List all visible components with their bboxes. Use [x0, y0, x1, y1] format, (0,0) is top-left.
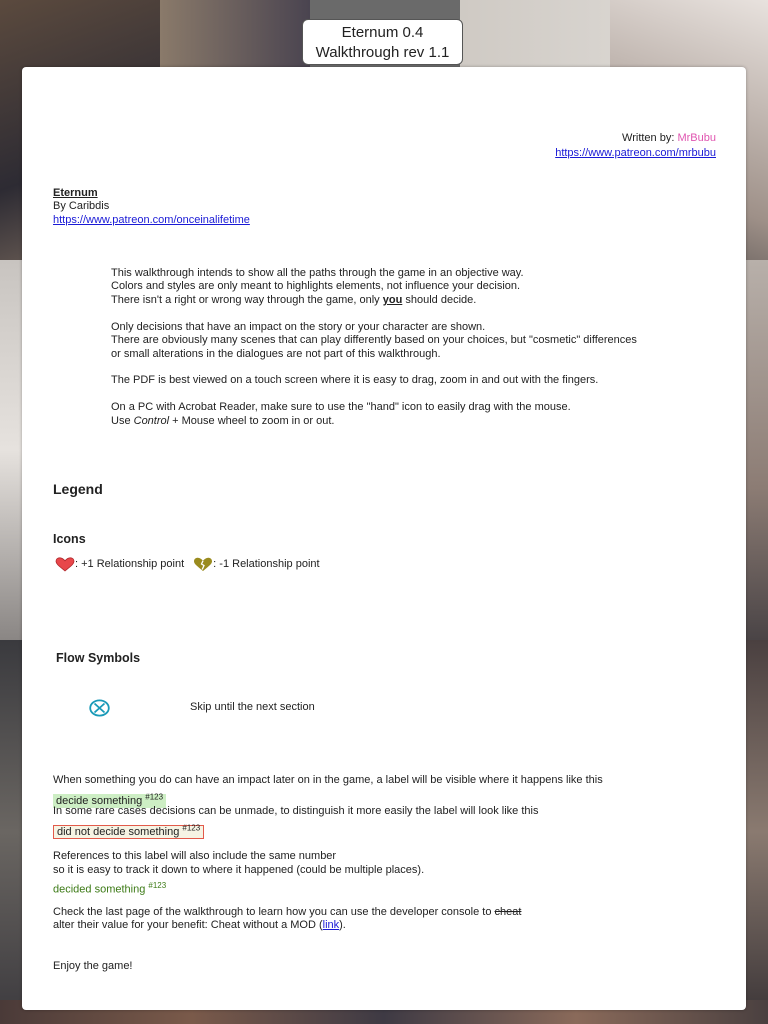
game-link[interactable]: https://www.patreon.com/onceinalifetime [53, 214, 250, 226]
intro-line: Only decisions that have an impact on the story or your character are shown. [111, 321, 486, 333]
label-explanation: When something you do can have an impact later on in the game, a label will be visible where it happens like this [53, 774, 603, 786]
label-number: #123 [148, 881, 167, 890]
label-number: #123 [182, 823, 201, 832]
written-by [622, 132, 716, 146]
intro-text: + Mouse wheel to zoom in or out. [169, 415, 335, 427]
intro-line: On a PC with Acrobat Reader, make sure to use the "hand" icon to easily drag with the mouse. [111, 401, 571, 413]
heart-icon [55, 557, 75, 572]
intro-text: There isn't a right or wrong way through the game, only [111, 294, 383, 306]
undecision-label-example [53, 821, 204, 839]
written-by-label: Written by: [622, 132, 678, 144]
undecision-label-text: did not decide something [57, 825, 183, 838]
game-name: Eternum [53, 187, 98, 199]
title-line-1: Eternum 0.4 [341, 24, 424, 41]
label-explanation: References to this label will also include the same number [53, 850, 337, 862]
skip-icon [89, 699, 110, 717]
cheat-explanation [53, 919, 346, 933]
intro-line: This walkthrough intends to show all the paths through the game in an objective way. [111, 267, 524, 279]
cheat-explanation [53, 906, 521, 920]
intro-line: Colors and styles are only meant to highlights elements, not influence your decision. [111, 280, 521, 292]
icons-row [55, 557, 320, 572]
undecision-label [53, 825, 204, 839]
cheat-text: ). [339, 919, 346, 931]
cheat-strikethrough: cheat [494, 906, 522, 918]
cheat-text: Check the last page of the walkthrough to learn how you can use the developer console to [53, 906, 495, 918]
broken-heart-icon [193, 557, 213, 572]
icons-heading: Icons [53, 532, 86, 546]
intro-emphasis: you [382, 294, 403, 306]
cheat-link[interactable]: link [322, 919, 340, 931]
legend-heading: Legend [53, 481, 103, 497]
intro-line [111, 415, 335, 429]
author-name: MrBubu [677, 132, 716, 144]
author-link[interactable]: https://www.patreon.com/mrbubu [555, 147, 716, 159]
enjoy-text: Enjoy the game! [53, 960, 133, 972]
label-explanation: In some rare cases decisions can be unmade, to distinguish it more easily the label will look like this [53, 805, 539, 817]
flow-symbols-heading: Flow Symbols [56, 651, 141, 665]
intro-text: should decide. [402, 294, 477, 306]
cheat-text: alter their value for your benefit: Cheat without a MOD ( [53, 919, 323, 931]
intro-italic: Control [133, 415, 170, 427]
minus-relationship-text: : -1 Relationship point [213, 557, 320, 570]
intro-text: Use [111, 415, 134, 427]
title-line-2: Walkthrough rev 1.1 [315, 44, 450, 61]
document-title [302, 19, 463, 65]
skip-text: Skip until the next section [190, 701, 315, 713]
decision-label-text: decide something [56, 794, 146, 807]
plus-relationship-text: : +1 Relationship point [75, 557, 185, 570]
reference-label-example [53, 879, 166, 897]
label-explanation: so it is easy to track it down to where it happened (could be multiple places). [53, 864, 425, 876]
intro-line [111, 294, 476, 308]
intro-line: The PDF is best viewed on a touch screen where it is easy to drag, zoom in and out with the fingers. [111, 374, 599, 386]
intro-line: or small alterations in the dialogues are not part of this walkthrough. [111, 348, 441, 360]
intro-line: There are obviously many scenes that can play differently based on your choices, but "cosmetic" differences [111, 334, 637, 346]
label-number: #123 [145, 792, 164, 801]
reference-label-text: decided something [53, 883, 149, 896]
game-author: By Caribdis [53, 200, 110, 212]
